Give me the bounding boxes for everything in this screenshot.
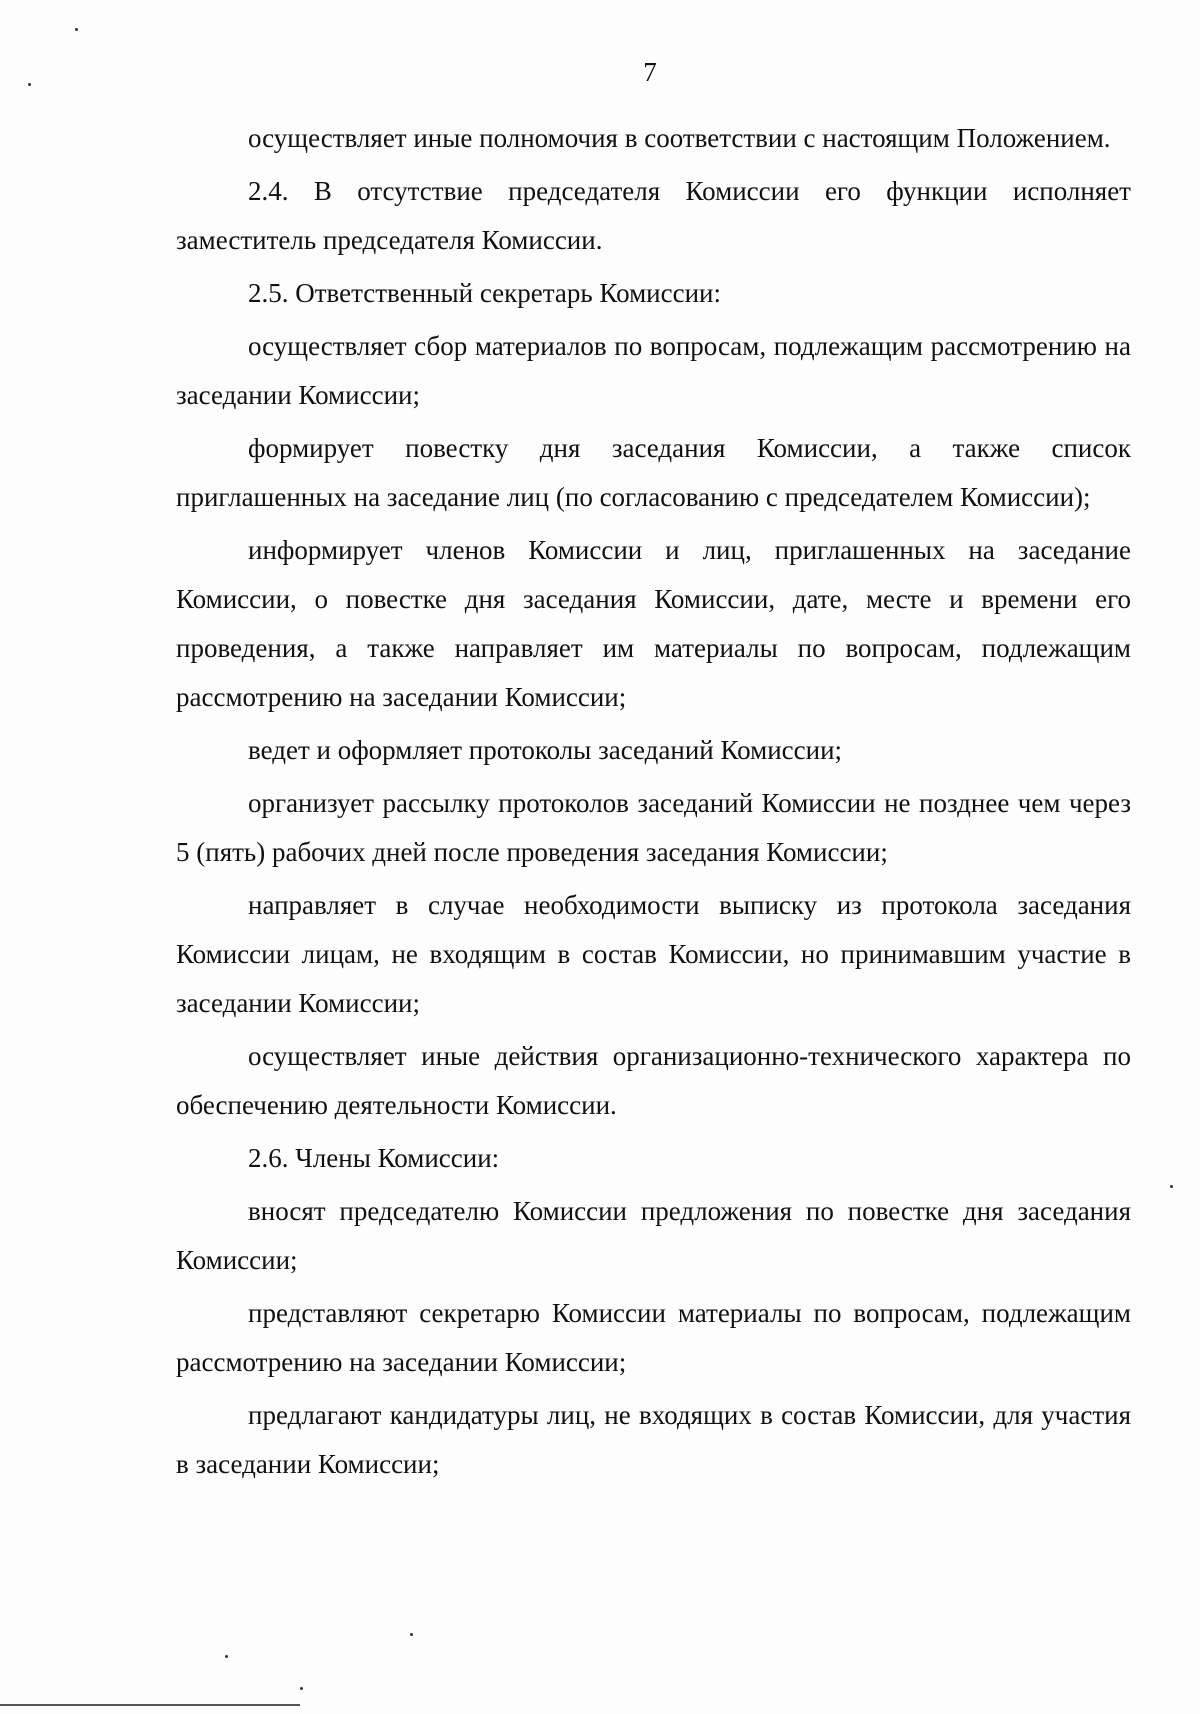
paragraph: ведет и оформляет протоколы заседаний Комиссии; [248, 735, 843, 765]
scan-speck [410, 1633, 413, 1636]
paragraph: формирует повестку дня заседания Комиссии, а также список приглашенных на заседание лиц (по согласованию с председателем Комиссии); [176, 433, 1131, 512]
paragraph: осуществляет иные действия организационно-технического характера по обеспечению деятельности Комиссии. [176, 1041, 1131, 1120]
paragraph: представляют секретарю Комиссии материалы по вопросам, подлежащим рассмотрению на заседании Комиссии; [176, 1298, 1131, 1377]
scan-speck [300, 1687, 303, 1690]
paragraph-section-2-6-heading: 2.6. Члены Комиссии: [248, 1143, 500, 1173]
page-bottom-rule [0, 1704, 300, 1706]
paragraph: организует рассылку протоколов заседаний Комиссии не позднее чем через 5 (пять) рабочих дней после проведения заседания Комиссии; [176, 788, 1131, 867]
paragraph: осуществляет иные полномочия в соответствии с настоящим Положением. [248, 123, 1111, 153]
scan-speck [225, 1655, 228, 1658]
paragraph: информирует членов Комиссии и лиц, приглашенных на заседание Комиссии, о повестке дня заседания Комиссии, дате, месте и времени его проведения, а также направляет им материалы по вопросам, подлежащим рассмотрению на заседании Комиссии; [176, 535, 1131, 712]
scan-speck [75, 28, 78, 31]
paragraph-section-2-4: 2.4. В отсутствие председателя Комиссии его функции исполняет заместитель председателя Комиссии. [176, 176, 1131, 255]
paragraph: вносят председателю Комиссии предложения по повестке дня заседания Комиссии; [176, 1196, 1131, 1275]
paragraph: предлагают кандидатуры лиц, не входящих в состав Комиссии, для участия в заседании Комиссии; [176, 1400, 1131, 1479]
document-body [176, 114, 1131, 1493]
page-number: 7 [643, 57, 657, 87]
scan-speck [28, 83, 31, 86]
scan-speck [1170, 1185, 1173, 1188]
paragraph-section-2-5-heading: 2.5. Ответственный секретарь Комиссии: [248, 278, 721, 308]
paragraph: направляет в случае необходимости выписку из протокола заседания Комиссии лицам, не входящим в состав Комиссии, но принимавшим участие в заседании Комиссии; [176, 890, 1131, 1018]
paragraph: осуществляет сбор материалов по вопросам, подлежащим рассмотрению на заседании Комиссии; [176, 331, 1131, 410]
